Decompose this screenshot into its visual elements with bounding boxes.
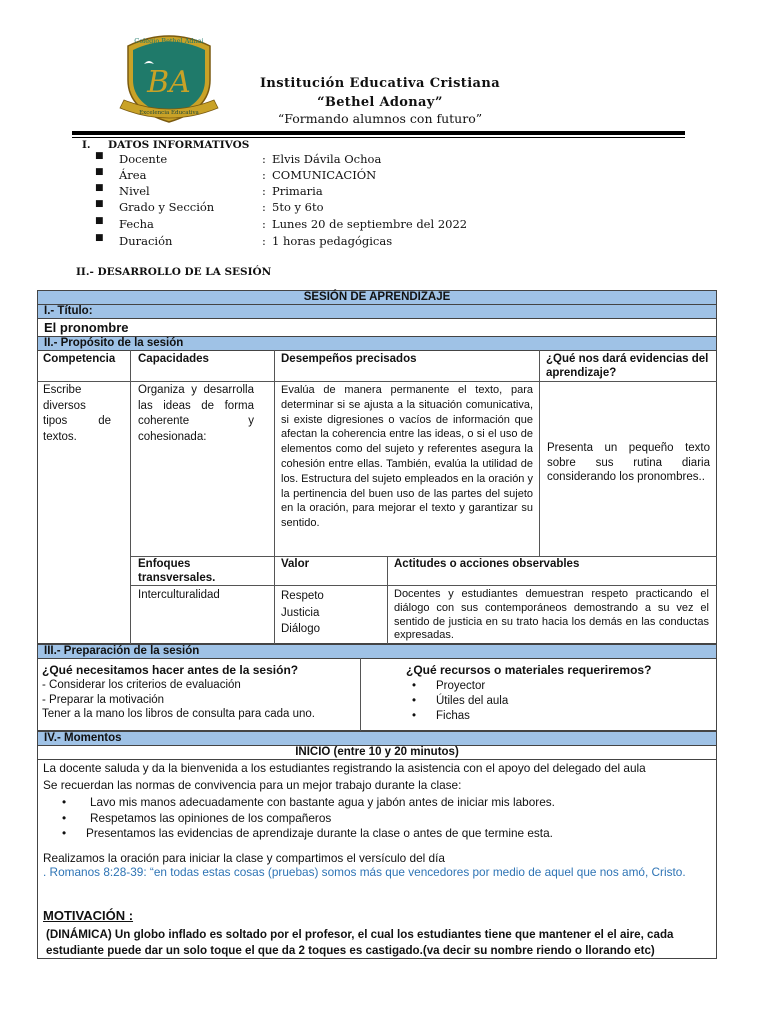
datos-title: DATOS INFORMATIVOS <box>108 139 250 151</box>
recursos-title: ¿Qué recursos o materiales requeriremos? <box>406 663 652 677</box>
motivacion-title: MOTIVACIÓN : <box>43 908 134 923</box>
capacidades-text: Organiza y desarrolla las ideas de forma coherente y cohesionada: <box>138 384 254 443</box>
datos-row-docente: ■ Docente : Elvis Dávila Ochoa <box>95 151 382 166</box>
bullet-square-icon: ■ <box>95 167 104 177</box>
normas-list: • Lavo mis manos adecuadamente con bastante agua y jabón antes de iniciar mis labores. • Respetamos las opiniones de los compañeros • Presentamos las evidencias de aprendizaje durante la clase o antes de que termine esta. <box>62 795 555 840</box>
bullet-dot-icon: • <box>412 694 417 707</box>
recursos-list: • Proyector • Útiles del aula • Fichas <box>412 680 509 722</box>
col-evidencias: ¿Qué nos dará evidencias del aprendizaje? <box>546 353 709 379</box>
datos-row-area: ■ Área : COMUNICACIÓN <box>95 167 377 182</box>
bullet-square-icon: ■ <box>95 233 104 243</box>
desarrollo-title: II.- DESARROLLO DE LA SESIÓN <box>76 266 272 278</box>
datos-label: Nivel <box>119 184 150 198</box>
bullet-square-icon: ■ <box>95 183 104 193</box>
datos-value: Lunes 20 de septiembre del 2022 <box>272 217 468 231</box>
inicio-title: INICIO (entre 10 y 20 minutos) <box>37 745 717 760</box>
evidencias-text: Presenta un pequeño texto sobre sus rutina diaria considerando los pronombres.. <box>547 442 710 483</box>
preparacion-label: III.- Preparación de la sesión <box>37 644 717 659</box>
institution-name: Institución Educativa Cristiana <box>259 76 501 91</box>
datos-row-duracion: ■ Duración : 1 horas pedagógicas <box>95 233 393 248</box>
datos-row-fecha: ■ Fecha : Lunes 20 de septiembre del 2022 <box>95 216 468 231</box>
inicio-p1: La docente saluda y da la bienvenida a los estudiantes registrando la asistencia con el apoyo del delegado del aula <box>43 761 646 775</box>
antes-title: ¿Qué necesitamos hacer antes de la sesión? <box>42 663 299 677</box>
datos-label: Fecha <box>119 217 154 231</box>
bullet-square-icon: ■ <box>95 199 104 209</box>
school-logo <box>114 28 224 124</box>
antes-list: - Considerar los criterios de evaluación - Preparar la motivación Tener a la mano los libros de consulta para cada uno. <box>42 679 315 720</box>
oracion-text: Realizamos la oración para iniciar la clase y compartimos el versículo del día <box>43 851 445 865</box>
bullet-dot-icon: • <box>62 810 67 825</box>
actitudes-text: Docentes y estudiantes demuestran respeto practicando el diálogo con sus contemporáneos demostrando a su vez el sentido de justicia en su trato hacia los demás en las conductas expresadas. <box>394 588 709 642</box>
header-rule-thin <box>72 137 685 138</box>
momentos-label: IV.- Momentos <box>37 731 717 746</box>
inicio-p2: Se recuerdan las normas de convivencia para un mejor trabajo durante la clase: <box>43 778 462 792</box>
datos-value: Elvis Dávila Ochoa <box>272 152 382 166</box>
titulo-value: El pronombre <box>37 318 717 337</box>
competencia-text: Escribe diversos tipos de textos. <box>43 384 111 443</box>
datos-value: 5to y 6to <box>272 200 324 214</box>
datos-value: Primaria <box>272 184 323 198</box>
bullet-dot-icon: • <box>412 709 417 722</box>
institution-motto: “Formando alumnos con futuro” <box>277 111 483 126</box>
bullet-square-icon: ■ <box>95 151 104 161</box>
enfoque-value: Interculturalidad <box>138 589 220 601</box>
bullet-dot-icon: • <box>62 826 67 840</box>
bullet-square-icon: ■ <box>95 216 104 226</box>
desempenos-text: Evalúa de manera permanente el texto, para determinar si se ajusta a la situación comunicativa, si existe digresiones o vacíos de información que afectan la coherencia entre las ideas, o si el uso de elementos como del sujeto y referentes asegura la cohesión entre ellas. También, evalúa la utilidad de los. Estructura del sujeto empleados en la oración y la pertinencia del buen uso de las partes del sujeto en la oración, para mejorar el texto y garantizar su sentido. <box>281 384 533 530</box>
actitudes-label: Actitudes o acciones observables <box>394 558 580 570</box>
header-rule-thick <box>72 131 685 135</box>
datos-label: Área <box>119 168 147 182</box>
versiculo-text: . Romanos 8:28-39: “en todas estas cosas (pruebas) somos más que vencedores por medio de aquel que nos amó, Cristo. <box>43 865 686 879</box>
valor-label: Valor <box>281 558 310 570</box>
enfoques-label: Enfoques transversales. <box>138 558 216 584</box>
datos-label: Docente <box>119 152 168 166</box>
col-competencia: Competencia <box>43 353 116 365</box>
col-capacidades: Capacidades <box>138 353 209 365</box>
datos-row-nivel: ■ Nivel : Primaria <box>95 183 323 198</box>
titulo-label: I.- Título: <box>37 304 717 319</box>
bullet-dot-icon: • <box>412 680 417 692</box>
col-desempenos: Desempeños precisados <box>281 353 417 365</box>
motivacion-text: (DINÁMICA) Un globo inflado es soltado por el profesor, el cual los estudiantes tiene que mantener el el aire, cada estudiante puede dar un solo toque el que da 2 toques es castigado.(va decir su nombre riendo o llorando etc) <box>46 928 674 957</box>
datos-value: 1 horas pedagógicas <box>272 234 393 248</box>
datos-label: Grado y Sección <box>119 200 215 214</box>
datos-label: Duración <box>119 234 173 248</box>
datos-number: I. <box>82 139 91 151</box>
logo-arc-text: Colegio Bethel Adnai <box>134 37 204 45</box>
proposito-label: II.- Propósito de la sesión <box>37 336 717 351</box>
datos-row-grado: ■ Grado y Sección : 5to y 6to <box>95 199 324 214</box>
valores-list: Respeto Justicia Diálogo <box>281 590 324 635</box>
datos-value: COMUNICACIÓN <box>272 168 377 182</box>
sesion-header: SESIÓN DE APRENDIZAJE <box>37 290 717 305</box>
bullet-dot-icon: • <box>62 795 67 809</box>
institution-subtitle: “Bethel Adonay” <box>317 95 443 110</box>
logo-ribbon-text: Excelencia Educativa <box>139 110 199 116</box>
logo-monogram: BA <box>147 65 191 100</box>
